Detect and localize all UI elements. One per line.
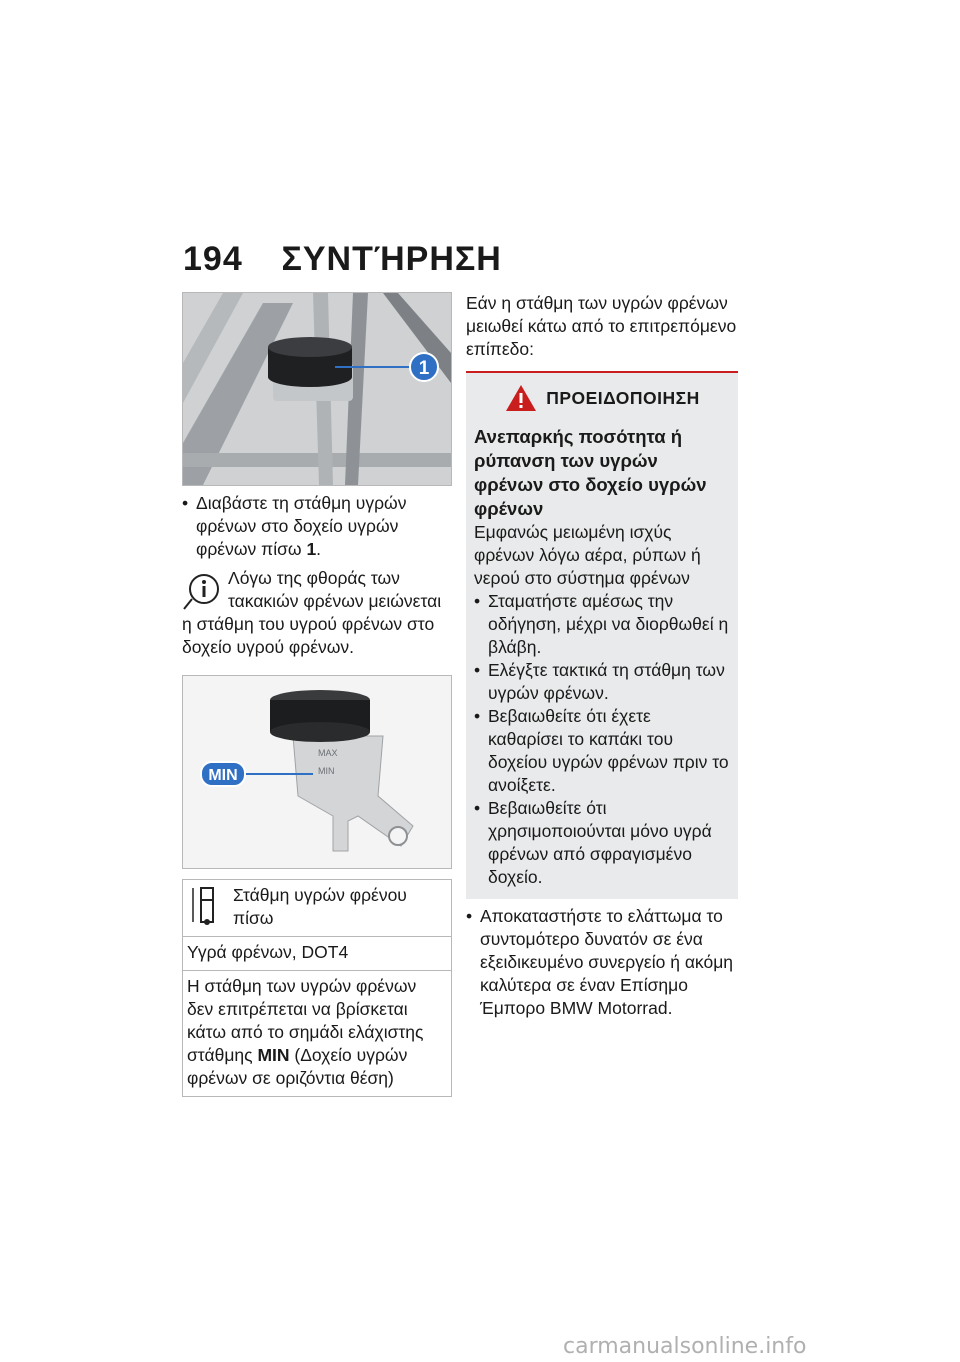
warning-item: • Σταματήστε αμέσως την οδήγηση, μέχρι να διορθωθεί η βλάβη. (474, 591, 729, 657)
bullet: • (466, 906, 473, 926)
reservoir-min-max-figure (182, 675, 452, 869)
left-column (182, 292, 452, 1097)
spec-table-title: Στάθμη υγρών φρένου πίσω (233, 885, 407, 928)
page-number: 194 (183, 240, 243, 278)
step-repair (466, 905, 738, 1020)
info-note (182, 567, 452, 659)
warning-triangle-icon (504, 383, 538, 413)
info-note-text: Λόγω της φθοράς των τακακιών φρένων μειώνεται η στάθμη του υγρού φρένων στο δοχείο υγρού φρένων. (182, 568, 442, 657)
step-read-level-ref: 1 (306, 539, 317, 559)
step-read-level-text: Διαβάστε τη στάθμη υγρών φρένων στο δοχείο υγρών φρένων πίσω (196, 493, 407, 559)
spec-min-level: Η στάθμη των υγρών φρένων δεν επιτρέπεται να βρίσκεται κάτω από το σημάδι ελάχιστης στάθμης MIN (Δοχείο υγρών φρένων σε οριζόντια θέση) (183, 970, 451, 1096)
right-column (466, 292, 738, 1020)
spec-fluid-type: Υγρά φρένων, DOT4 (183, 936, 451, 970)
warning-header (474, 383, 730, 413)
info-icon (182, 571, 222, 611)
rear-brake-reservoir-photo (182, 292, 452, 486)
warning-item: • Βεβαιωθείτε ότι έχετε καθαρίσει το καπάκι του δοχείου υγρών φρένων πριν το ανοίξετε. (474, 706, 729, 795)
fluid-level-icon (187, 884, 227, 928)
page-header (183, 240, 502, 279)
page-title: ΣΥΝΤΉΡΗΣΗ (281, 240, 502, 278)
step-read-level: • Διαβάστε τη στάθμη υγρών φρένων στο δοχείο υγρών φρένων πίσω 1. (182, 493, 407, 559)
warning-label: ΠΡΟΕΙΔΟΠΟΙΗΣΗ (546, 387, 700, 408)
step-repair-text: Αποκαταστήστε το ελάττωμα το συντομότερο δυνατόν σε ένα εξειδικευμένο συνεργείο ή ακόμη καλύτερα σε έναν Επίσημο Έμπορο BMW Motorrad. (480, 906, 734, 1018)
spec-table-head (183, 880, 451, 936)
spec-table (182, 879, 452, 1097)
warning-body: Εμφανώς μειωμένη ισχύς φρένων λόγω αέρα, ρύπων ή νερού στο σύστημα φρένων (474, 522, 701, 588)
max-mark-label: MAX (318, 748, 338, 758)
warning-box (466, 371, 738, 899)
min-mark-ref: MIN (257, 1045, 290, 1065)
intro-text: Εάν η στάθμη των υγρών φρένων μειωθεί κάτω από το επιτρεπόμενο επίπεδο: (466, 293, 737, 359)
warning-item: • Ελέγξτε τακτικά τη στάθμη των υγρών φρένων. (474, 660, 725, 703)
warning-item: • Βεβαιωθείτε ότι χρησιμοποιούνται μόνο υγρά φρένων από σφραγισμένο δοχείο. (474, 798, 712, 887)
watermark: carmanualsonline.info (563, 1334, 807, 1359)
callout-1-label: 1 (418, 358, 430, 379)
min-callout-label: MIN (208, 767, 238, 784)
warning-title: Ανεπαρκής ποσότητα ή ρύπανση των υγρών φρένων στο δοχείο υγρών φρένων (474, 426, 707, 519)
min-mark-label: MIN (318, 766, 335, 776)
bullet: • (182, 493, 189, 513)
